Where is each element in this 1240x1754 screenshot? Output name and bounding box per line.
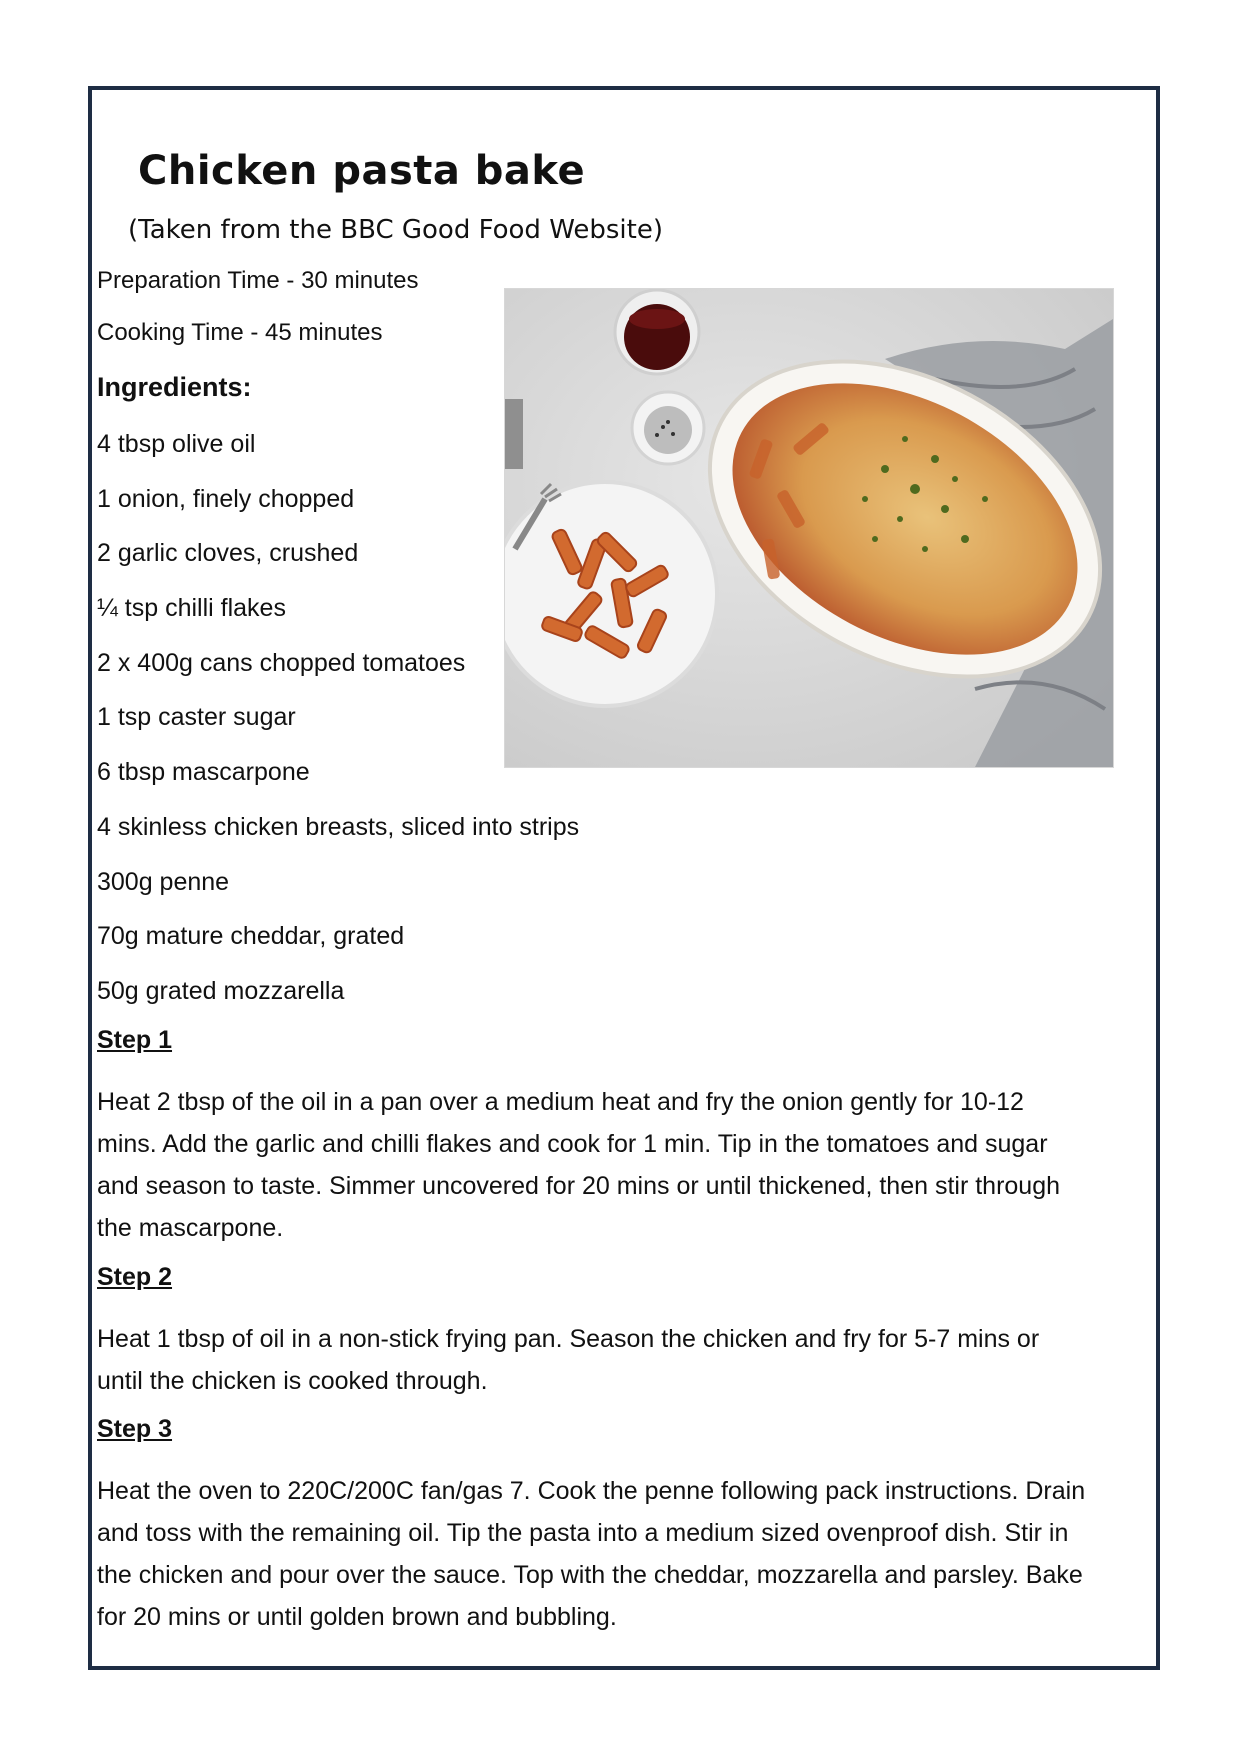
step-line: and toss with the remaining oil. Tip the pasta into a medium sized ovenproof dish. Stir in xyxy=(97,1519,1069,1547)
ingredient-item: 2 garlic cloves, crushed xyxy=(97,539,359,568)
ingredient-item: 1 tsp caster sugar xyxy=(97,703,296,732)
step-line: for 20 mins or until golden brown and bubbling. xyxy=(97,1603,617,1631)
step-3-text xyxy=(97,1470,1147,1638)
recipe-title: Chicken pasta bake xyxy=(138,148,586,194)
step-2-heading: Step 2 xyxy=(97,1263,173,1291)
ingredient-item: 6 tbsp mascarpone xyxy=(97,758,310,787)
step-line: and season to taste. Simmer uncovered for 20 mins or until thickened, then stir through xyxy=(97,1172,1061,1200)
step-line: the chicken and pour over the sauce. Top with the cheddar, mozzarella and parsley. Bake xyxy=(97,1561,1083,1589)
step-line: Heat 1 tbsp of oil in a non-stick frying pan. Season the chicken and fry for 5-7 mins or xyxy=(97,1325,1040,1353)
ingredient-item: 1 onion, finely chopped xyxy=(97,484,355,513)
step-1-text xyxy=(97,1081,1147,1249)
step-line: Heat the oven to 220C/200C fan/gas 7. Cook the penne following pack instructions. Drain xyxy=(97,1477,1086,1505)
ingredients-heading: Ingredients: xyxy=(97,372,252,402)
ingredient-item: 70g mature cheddar, grated xyxy=(97,922,405,951)
ingredient-item: ¼ tsp chilli flakes xyxy=(97,594,286,623)
step-line: Heat 2 tbsp of the oil in a pan over a medium heat and fry the onion gently for 10-12 xyxy=(97,1088,1024,1116)
step-3-heading: Step 3 xyxy=(97,1415,173,1443)
ingredient-item: 4 skinless chicken breasts, sliced into strips xyxy=(97,812,580,841)
step-2-text xyxy=(97,1318,1147,1402)
ingredient-item: 4 tbsp olive oil xyxy=(97,430,256,458)
step-line: until the chicken is cooked through. xyxy=(97,1367,488,1395)
ingredient-item: 300g penne xyxy=(97,867,230,896)
step-line: mins. Add the garlic and chilli flakes and cook for 1 min. Tip in the tomatoes and sugar xyxy=(97,1130,1048,1158)
prep-time: Preparation Time - 30 minutes xyxy=(97,267,419,294)
ingredient-item: 2 x 400g cans chopped tomatoes xyxy=(97,648,466,677)
step-line: the mascarpone. xyxy=(97,1214,284,1242)
recipe-source: (Taken from the BBC Good Food Website) xyxy=(128,215,663,245)
step-1-heading: Step 1 xyxy=(97,1026,173,1054)
pasta-bake-photo xyxy=(504,288,1114,768)
ingredient-item: 50g grated mozzarella xyxy=(97,976,345,1005)
cook-time: Cooking Time - 45 minutes xyxy=(97,319,383,346)
